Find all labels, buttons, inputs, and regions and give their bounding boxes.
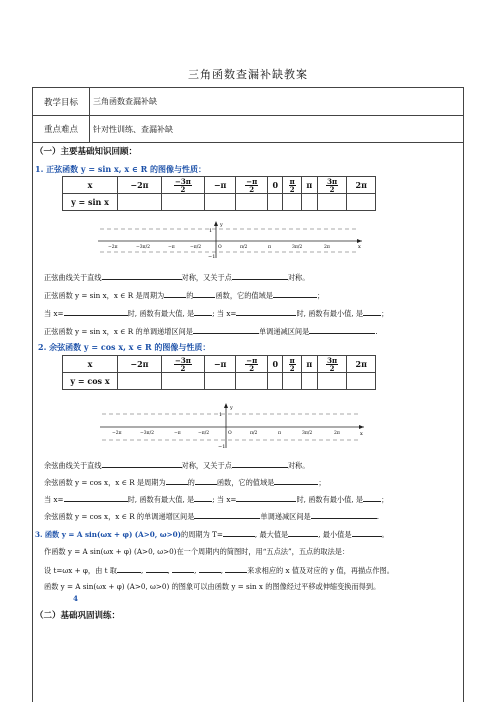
svg-text:O: O bbox=[218, 245, 222, 250]
page-title: 三角函数查漏补缺教案 bbox=[188, 68, 308, 81]
svg-text:2π: 2π bbox=[324, 245, 330, 250]
key-text: 针对性训练、查漏补缺 bbox=[93, 124, 173, 134]
sin-period-line: 正弦函数 y = sin x，x ∈ R 是周期为 的 函数，它的值域是 ； bbox=[44, 291, 325, 300]
sin-monotonic-line: 正弦函数 y = sin x，x ∈ R 的单调递增区间是 单调递减区间是 . bbox=[44, 327, 378, 336]
svg-text:−π: −π bbox=[174, 431, 181, 436]
cos-period-line: 余弦函数 y = cos x，x ∈ R 是周期为 的 函数，它的值域是 ； bbox=[44, 478, 326, 487]
sin-x-label: x bbox=[63, 177, 118, 194]
sin-col-1: −2π bbox=[118, 177, 162, 194]
cos-col-2: $\frac{-3\pi}{2}$ bbox=[161, 356, 204, 373]
cos-heading: 2. 余弦函数 y = cos x, x ∈ R 的图像与性质： bbox=[38, 342, 211, 352]
svg-text:−3π/2: −3π/2 bbox=[140, 431, 154, 436]
cos-axes bbox=[98, 402, 368, 450]
cos-col-5: 0 bbox=[268, 356, 283, 373]
item3-line2: 作函数 y = A sin(ωx + φ) (A>0, ω>0)在一个周期内的简图时，用“五点法”，五点的取法是： bbox=[44, 547, 350, 556]
sin-col-8: $\frac{3\pi}{2}$ bbox=[317, 177, 347, 194]
cos-col-8: $\frac{3\pi}{2}$ bbox=[317, 356, 347, 373]
svg-text:−1: −1 bbox=[218, 444, 226, 450]
cos-col-3: −π bbox=[205, 356, 236, 373]
key-label: 重点难点 bbox=[33, 116, 90, 142]
svg-text:3π/2: 3π/2 bbox=[292, 245, 303, 250]
goal-text: 三角函数查漏补缺 bbox=[93, 97, 157, 106]
key-row bbox=[32, 115, 464, 143]
svg-text:1: 1 bbox=[219, 412, 223, 418]
cos-monotonic-line: 余弦函数 y = cos x，x ∈ R 的单调递增区间是 单调递减区间是 . bbox=[44, 512, 380, 521]
sin-value-table bbox=[62, 176, 376, 211]
cos-x-label: x bbox=[63, 356, 118, 373]
sin-col-4: $\frac{-\pi}{2}$ bbox=[236, 177, 268, 194]
svg-text:1: 1 bbox=[209, 228, 213, 234]
section1-heading: （一）主要基础知识回顾： bbox=[35, 147, 138, 157]
sin-col-9: 2π bbox=[347, 177, 376, 194]
svg-text:x: x bbox=[360, 431, 363, 437]
svg-text:π: π bbox=[278, 431, 281, 436]
svg-text:2π: 2π bbox=[334, 431, 340, 436]
cos-col-4: $\frac{-\pi}{2}$ bbox=[236, 356, 268, 373]
svg-text:−π/2: −π/2 bbox=[190, 245, 202, 250]
item3-line1: 3. 函数 y = A sin(ωx + φ) (A>0, ω>0)的周期为 T= , 最大值是 , 最小值是 。 bbox=[35, 530, 389, 539]
cos-y-label: y = cos x bbox=[63, 373, 118, 390]
cos-col-7: π bbox=[301, 356, 317, 373]
svg-text:−π: −π bbox=[168, 245, 175, 250]
item3-line3: 设 t=ωx + φ，由 t 取 , , , , 来求相应的 x 值及对应的 y 值，再描点作图。 bbox=[44, 566, 394, 575]
svg-text:π/2: π/2 bbox=[250, 431, 258, 436]
goal-row bbox=[32, 87, 464, 116]
svg-text:O: O bbox=[228, 431, 232, 436]
svg-text:3π/2: 3π/2 bbox=[302, 431, 313, 436]
svg-text:−2π: −2π bbox=[108, 245, 118, 250]
svg-text:−2π: −2π bbox=[112, 431, 122, 436]
sin-col-5: 0 bbox=[268, 177, 283, 194]
cos-col-1: −2π bbox=[118, 356, 162, 373]
sin-col-3: −π bbox=[205, 177, 236, 194]
goal-label: 教学目标 bbox=[33, 88, 90, 115]
svg-text:π: π bbox=[268, 245, 271, 250]
svg-text:π/2: π/2 bbox=[240, 245, 248, 250]
svg-text:−1: −1 bbox=[208, 254, 216, 260]
cos-extrema-line: 当 x= 时, 函数有最大值, 是 ; 当 x= 时, 函数有最小值, 是 ； bbox=[44, 495, 389, 504]
sin-axes bbox=[96, 220, 366, 260]
sin-symmetry-line: 正弦曲线关于直线 对称，又关于点 对称。 bbox=[44, 273, 310, 282]
svg-text:x: x bbox=[358, 244, 361, 250]
sin-heading: 1. 正弦函数 y = sin x, x ∈ R 的图像与性质： bbox=[35, 164, 207, 174]
sin-col-2: $\frac{-3\pi}{2}$ bbox=[161, 177, 204, 194]
svg-text:−π/2: −π/2 bbox=[198, 431, 210, 436]
section2-heading: （二）基础巩固训练： bbox=[35, 611, 121, 621]
svg-text:y: y bbox=[230, 405, 233, 411]
cos-col-9: 2π bbox=[347, 356, 376, 373]
cos-symmetry-line: 余弦曲线关于直线 对称，又关于点 对称。 bbox=[44, 461, 310, 470]
sin-col-6: $\frac{\pi}{2}$ bbox=[283, 177, 302, 194]
cos-col-6: $\frac{\pi}{2}$ bbox=[283, 356, 302, 373]
svg-text:−3π/2: −3π/2 bbox=[136, 245, 150, 250]
cos-value-table bbox=[62, 355, 376, 390]
sin-col-7: π bbox=[301, 177, 317, 194]
item3-mark: 4 bbox=[73, 594, 79, 603]
svg-text:y: y bbox=[220, 222, 223, 228]
sin-extrema-line: 当 x= 时, 函数有最大值, 是 ; 当 x= 时, 函数有最小值, 是 ； bbox=[44, 309, 389, 318]
item3-line4: 函数 y = A sin(ωx + φ) (A>0, ω>0) 的图象可以由函数 y = sin x 的图像经过平移或伸缩变换而得到。 bbox=[44, 582, 381, 591]
sin-y-label: y = sin x bbox=[63, 194, 118, 211]
